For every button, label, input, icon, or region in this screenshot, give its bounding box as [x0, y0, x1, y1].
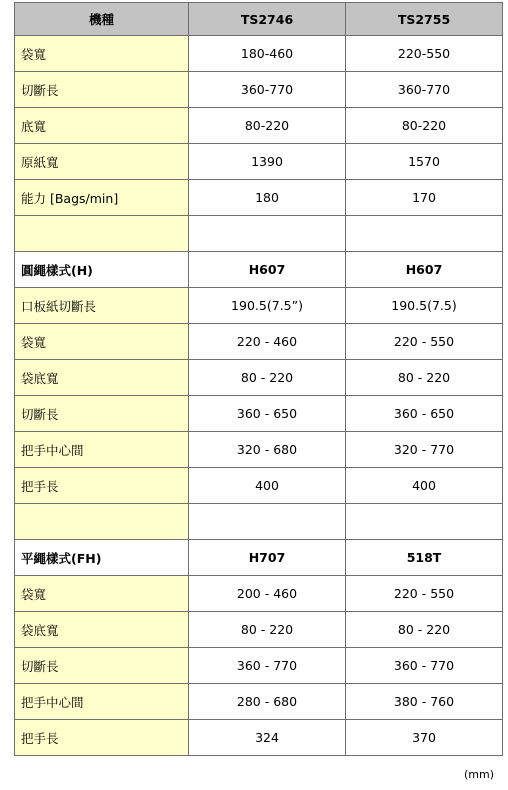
table-row	[15, 180, 503, 216]
row-value-ts2746: 190.5(7.5”)	[189, 288, 346, 324]
table-row	[15, 144, 503, 180]
row-value-ts2746: H707	[189, 540, 346, 576]
table-row	[15, 684, 503, 720]
row-value-ts2755: 370	[346, 720, 503, 756]
row-label: 把手中心間	[15, 684, 189, 720]
row-value-ts2746: 360 - 770	[189, 648, 346, 684]
row-value-ts2746: 1390	[189, 144, 346, 180]
row-label: 袋寬	[15, 36, 189, 72]
row-value-ts2746: 360-770	[189, 72, 346, 108]
row-value-ts2755: 518T	[346, 540, 503, 576]
row-label: 切斷長	[15, 396, 189, 432]
row-value-ts2755: 400	[346, 468, 503, 504]
row-value-ts2746: 324	[189, 720, 346, 756]
spacer-cell	[346, 504, 503, 540]
row-value-ts2755: 80 - 220	[346, 360, 503, 396]
table-body	[15, 36, 503, 756]
row-label: 切斷長	[15, 72, 189, 108]
row-value-ts2746: 180-460	[189, 36, 346, 72]
spec-table	[14, 2, 503, 756]
row-label: 切斷長	[15, 648, 189, 684]
header-row	[15, 3, 503, 36]
row-value-ts2746: 200 - 460	[189, 576, 346, 612]
spacer-cell	[15, 216, 189, 252]
row-label: 圓繩樣式(H)	[15, 252, 189, 288]
table-row	[15, 396, 503, 432]
spacer-cell	[189, 216, 346, 252]
table-row	[15, 324, 503, 360]
row-value-ts2746: 400	[189, 468, 346, 504]
row-label: 把手中心間	[15, 432, 189, 468]
table-row	[15, 648, 503, 684]
row-value-ts2746: 80 - 220	[189, 612, 346, 648]
table-row	[15, 468, 503, 504]
spacer-row	[15, 504, 503, 540]
table-row	[15, 36, 503, 72]
row-value-ts2746: 180	[189, 180, 346, 216]
table-row	[15, 360, 503, 396]
row-label: 口板紙切斷長	[15, 288, 189, 324]
section-header-row	[15, 252, 503, 288]
spacer-row	[15, 216, 503, 252]
row-label: 袋底寬	[15, 612, 189, 648]
row-value-ts2755: 360 - 650	[346, 396, 503, 432]
row-value-ts2755: 220 - 550	[346, 324, 503, 360]
row-value-ts2755: H607	[346, 252, 503, 288]
row-value-ts2746: 360 - 650	[189, 396, 346, 432]
unit-label: (mm)	[463, 768, 494, 781]
row-label: 袋寬	[15, 576, 189, 612]
row-value-ts2755: 170	[346, 180, 503, 216]
row-label: 把手長	[15, 720, 189, 756]
row-value-ts2755: 190.5(7.5)	[346, 288, 503, 324]
table-row	[15, 720, 503, 756]
header-model-label: 機種	[15, 3, 189, 36]
row-value-ts2746: 220 - 460	[189, 324, 346, 360]
row-value-ts2755: 80-220	[346, 108, 503, 144]
spacer-cell	[346, 216, 503, 252]
header-ts2746: TS2746	[189, 3, 346, 36]
row-label: 平繩樣式(FH)	[15, 540, 189, 576]
row-label: 原紙寬	[15, 144, 189, 180]
row-label: 袋底寬	[15, 360, 189, 396]
row-value-ts2746: 280 - 680	[189, 684, 346, 720]
table-row	[15, 576, 503, 612]
row-value-ts2746: 80-220	[189, 108, 346, 144]
row-label: 底寬	[15, 108, 189, 144]
row-label: 袋寬	[15, 324, 189, 360]
row-value-ts2746: H607	[189, 252, 346, 288]
row-value-ts2755: 320 - 770	[346, 432, 503, 468]
spacer-cell	[15, 504, 189, 540]
row-value-ts2755: 80 - 220	[346, 612, 503, 648]
table-row	[15, 432, 503, 468]
row-value-ts2755: 380 - 760	[346, 684, 503, 720]
header-ts2755: TS2755	[346, 3, 503, 36]
row-value-ts2755: 360 - 770	[346, 648, 503, 684]
row-value-ts2755: 220-550	[346, 36, 503, 72]
row-label: 把手長	[15, 468, 189, 504]
row-label: 能力 [Bags/min]	[15, 180, 189, 216]
row-value-ts2755: 1570	[346, 144, 503, 180]
row-value-ts2746: 80 - 220	[189, 360, 346, 396]
row-value-ts2755: 360-770	[346, 72, 503, 108]
row-value-ts2746: 320 - 680	[189, 432, 346, 468]
spacer-cell	[189, 504, 346, 540]
section-header-row	[15, 540, 503, 576]
table-row	[15, 108, 503, 144]
table-row	[15, 72, 503, 108]
table-row	[15, 288, 503, 324]
table-row	[15, 612, 503, 648]
row-value-ts2755: 220 - 550	[346, 576, 503, 612]
